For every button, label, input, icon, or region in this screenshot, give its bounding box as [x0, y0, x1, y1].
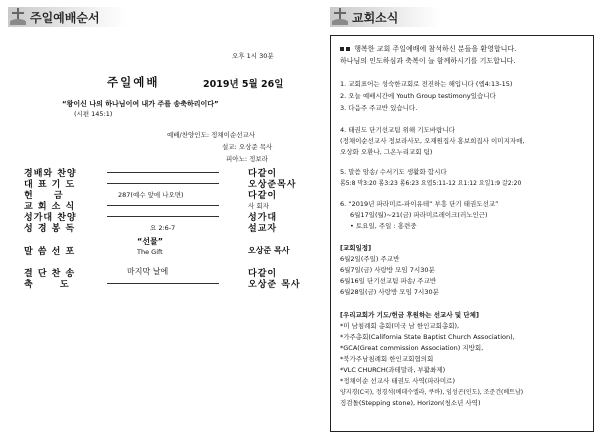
news-item-5-verses: 롬5:8 막3:20 롬3:23 롬6:23 요엽5:11-12 요1:12 요일1:9 갈2:20: [340, 180, 522, 187]
news-item-4-detail-1: (정채이순선교사 정보라사모, 오재원집사 홍보희집사 이미지자매,: [340, 137, 525, 145]
schedule-title: [교회일정]: [340, 244, 372, 252]
missions-item-6: *정채이순 선교사 태권도 사역(파라미르): [340, 377, 455, 385]
order-right-6: 설교자: [248, 224, 278, 234]
welcome-line-1: [340, 44, 516, 54]
news-item-1: 1. 교회표어는 성숙한교회로 전진하는 해입니다 (엡4:13-15): [340, 80, 513, 88]
order-line-2: [107, 183, 219, 184]
missions-item-1: *미 남침례회 총회(미국 남 한인교회총회),: [340, 322, 460, 330]
missions-item-3: *GCA(Great commission Association) 지방회,: [340, 344, 484, 352]
order-label-4: 교 회 소 식: [24, 202, 76, 212]
news-item-2: 2. 오늘 예배시간에 Youth Group testimony있습니다: [340, 92, 496, 100]
closing-label-2: 축 도: [24, 280, 81, 290]
order-right-4: 사 회자: [248, 202, 269, 210]
sermon-preacher: 오상준 목사: [248, 246, 290, 255]
missions-item-4: *북가주남침례회 한인교회협의회: [340, 355, 434, 363]
church-cross-icon: [332, 7, 348, 25]
order-right-3: 다같이: [248, 191, 278, 201]
news-item-6-weekend: • 토요일, 주일 : 홍련중: [350, 222, 417, 230]
order-mid-6: 요 2:6-7: [150, 224, 176, 232]
order-label-5: 성가대 찬양: [24, 213, 77, 223]
order-line-4: [107, 205, 219, 206]
order-right-2: 오상준목사: [248, 180, 297, 190]
service-title: 주일예배: [107, 75, 160, 89]
missions-item-7: 양지경(C국), 정경석(베데수엘라, 쿠바), 임성곤(인도), 조준건(베트남): [340, 389, 524, 396]
closing-right-1: 다같이: [248, 269, 278, 279]
service-time: 오후 1시 30분: [232, 52, 274, 60]
closing-label-1: 결 단 찬 송: [24, 269, 76, 279]
order-right-1: 다같이: [248, 169, 278, 179]
order-right-5: 성가대: [248, 213, 278, 223]
order-label-3: 헌 금: [24, 191, 72, 201]
sermon-subtitle: The Gift: [137, 248, 163, 256]
church-news-title: 교회소식: [352, 11, 399, 25]
order-label-2: 대 표 기 도: [24, 180, 76, 190]
credit-piano: 피아노: 정보라: [226, 155, 268, 163]
closing-mid-1: 마지막 날에: [127, 267, 169, 276]
order-label-6: 성 경 봉 독: [24, 224, 76, 234]
missions-item-2: *가주총회(California State Baptist Church Association),: [340, 333, 515, 341]
square-bullet-icon: [340, 47, 344, 51]
church-cross-icon: [10, 7, 26, 25]
missions-title: [우리교회가 기도/헌금 후원하는 선교사 및 단체]: [340, 311, 479, 319]
missions-item-8: 징검돌(Stepping stone), Horizon(청소년 사역): [340, 399, 481, 407]
service-date: 2019년 5월 26일: [203, 79, 284, 90]
worship-order-header: [8, 6, 308, 28]
schedule-item-2: 6월7일(금) 사랑방 모임 7시30분: [340, 266, 435, 274]
news-item-6: 6. “2019년 파라미르-파이유테” 부흥 단기 태권도선교”: [340, 200, 499, 208]
worship-order-title: 주일예배순서: [30, 11, 100, 25]
news-item-3: 3. 다음주 주교반 있습니다.: [340, 104, 418, 112]
closing-right-2: 오상준 목사: [248, 280, 301, 290]
order-line-5: [107, 216, 219, 217]
service-theme-ref: (시편 145:1): [74, 110, 113, 118]
news-item-4: 4. 태권도 단기선교팀 위해 기도바랍니다: [340, 126, 455, 134]
sermon-label: 말 씀 선 포: [24, 247, 76, 257]
order-mid-3: 287(예수 앞에 나오면): [118, 191, 184, 199]
welcome-text-1: 행복한 교회 주일예배에 참석하신 분들을 환영합니다.: [354, 45, 517, 53]
service-theme: “왕이신 나의 하나님이여 내가 주를 송축하리이다”: [62, 100, 219, 108]
order-label-1: 경배와 찬양: [24, 169, 77, 179]
church-news-header: [330, 6, 592, 28]
order-line-1: [107, 172, 219, 173]
welcome-line-2: 하나님의 인도하심과 축복이 늘 함께하시기를 기도합니다.: [340, 57, 516, 65]
closing-line-2: [107, 283, 219, 284]
news-item-4-detail-2: 오상화 오환나, 그온누리교회 팀): [340, 148, 433, 156]
credit-leader: 예배/찬양인도: 정채이순선교사: [167, 131, 256, 139]
schedule-item-3: 6월16일 단기선교팀 파송/ 주교반: [340, 277, 437, 285]
news-item-6-date: 6월17일(월)~21(금) 파라미르레이크(러노인근): [350, 211, 488, 219]
schedule-item-1: 6월2일(주일) 주교반: [340, 255, 400, 263]
news-item-5: 5. 말씀 암송/ 수서기도 생활화 합시다: [340, 168, 447, 176]
schedule-item-4: 6월28일(금) 사랑방 모임 7시30분: [340, 288, 439, 296]
missions-item-5: *VLC CHURCH(과테말라, 부활촤제): [340, 366, 446, 374]
sermon-title: “선물”: [137, 237, 163, 246]
credit-sermon: 설교: 오상준 목사: [222, 143, 273, 151]
square-bullet-icon: [346, 47, 350, 51]
